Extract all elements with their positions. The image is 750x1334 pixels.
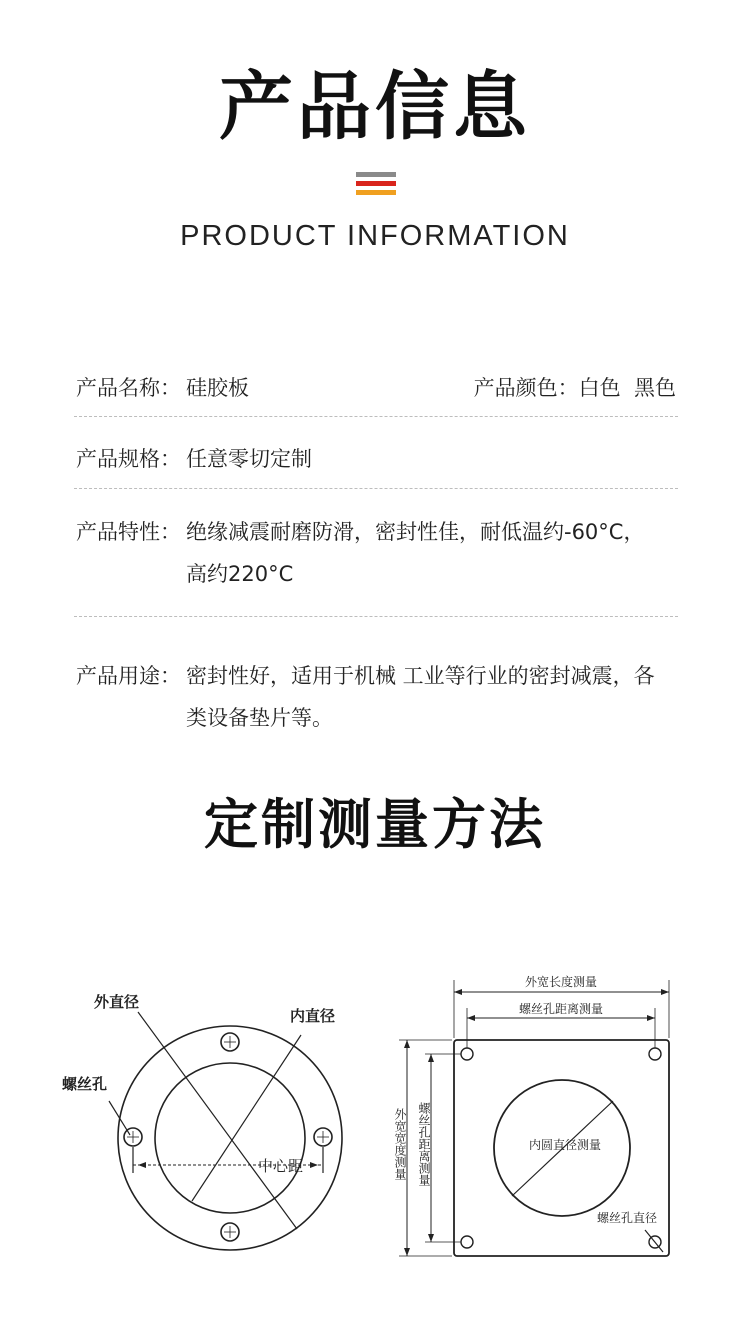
section-title: 定制测量方法 — [204, 793, 546, 856]
square-hole-tl — [461, 1048, 473, 1060]
name-label: 产品名称： — [76, 376, 181, 400]
feature-label: 产品特性： — [76, 520, 181, 544]
hole-diameter-label: 螺丝孔直径 — [597, 1211, 658, 1225]
spec-value: 任意零切定制 — [186, 447, 312, 471]
usage-label: 产品用途： — [76, 664, 181, 688]
outer-diameter-label: 外直径 — [94, 993, 140, 1011]
bolt-hole-leader — [109, 1101, 130, 1135]
usage-line-2: 类设备垫片等。 — [186, 706, 333, 730]
name-value: 硅胶板 — [186, 376, 249, 400]
usage-line-1: 密封性好，适用于机械 工业等行业的密封减震，各 — [186, 664, 655, 688]
stripe-red — [356, 181, 396, 186]
bolt-hole-label: 螺丝孔 — [62, 1075, 108, 1093]
outer-width-label: 外宽长度测量 — [524, 975, 598, 989]
feature-line-2: 高约220°C — [186, 562, 294, 586]
feature-line-1: 绝缘减震耐磨防滑，密封性佳，耐低温约-60°C， — [186, 520, 645, 544]
hole-distance-side-label: 螺丝孔距离测量 — [417, 1102, 431, 1186]
inner-diameter-label: 内直径 — [290, 1007, 336, 1025]
round-gasket-diagram — [50, 975, 380, 1275]
stripe-gray — [356, 172, 396, 177]
divider — [74, 616, 678, 617]
color-value: 白色 黑色 — [578, 376, 676, 400]
hole-distance-top-label: 螺丝孔距离测量 — [518, 1002, 604, 1016]
inner-circle-label: 内圆直径测量 — [528, 1138, 602, 1152]
spec-label: 产品规格： — [76, 447, 181, 471]
color-label: 产品颜色： — [473, 376, 579, 400]
center-distance-label: 中心距 — [258, 1157, 304, 1175]
stripe-orange — [356, 190, 396, 195]
outer-height-label: 外宽宽度测量 — [393, 1108, 407, 1180]
color-pair — [474, 370, 676, 406]
square-hole-bl — [461, 1236, 473, 1248]
square-hole-tr — [649, 1048, 661, 1060]
divider — [74, 416, 678, 417]
divider — [74, 488, 678, 489]
outer-diameter-line — [138, 1012, 297, 1229]
title-stripes — [356, 172, 396, 199]
page-subtitle: PRODUCT INFORMATION — [180, 220, 570, 252]
page-title: 产品信息 — [219, 64, 531, 150]
square-gasket-diagram — [385, 968, 685, 1268]
inner-diameter-line — [192, 1035, 304, 1201]
